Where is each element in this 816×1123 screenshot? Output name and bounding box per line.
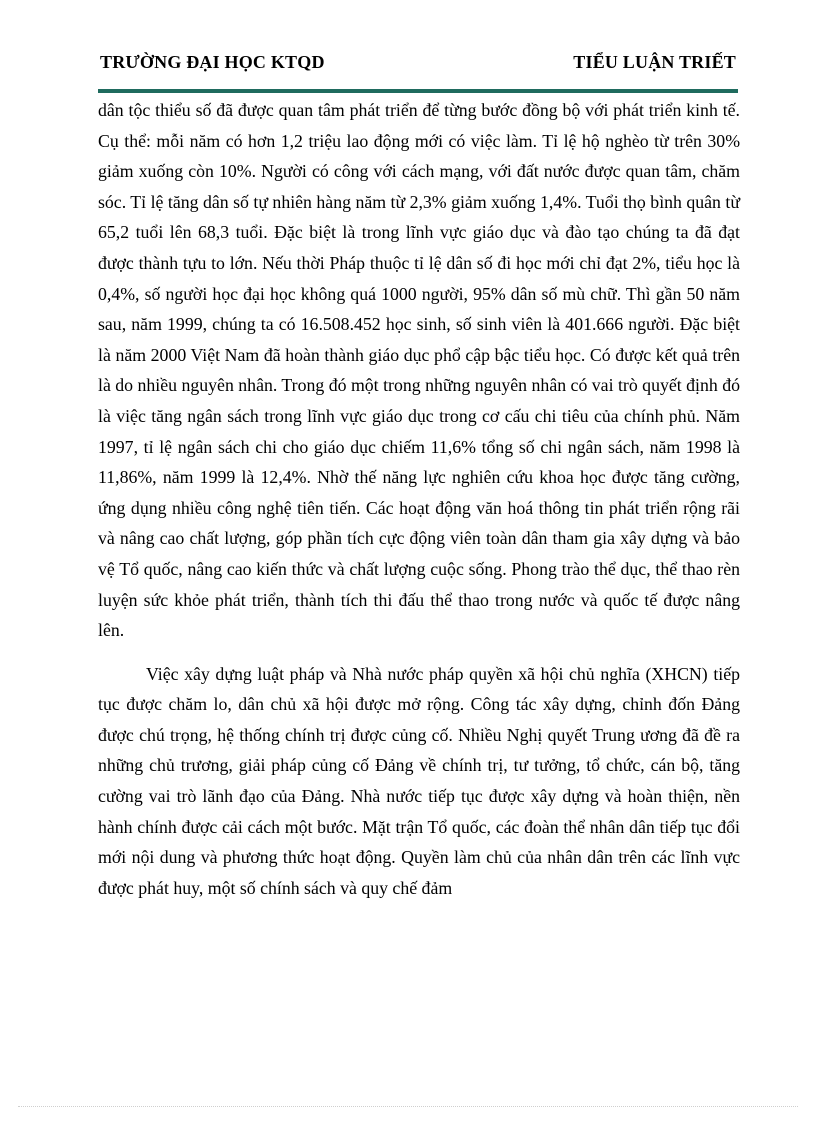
header-school-name: TRƯỜNG ĐẠI HỌC KTQD [100,52,325,72]
header-document-title: TIỂU LUẬN TRIẾT [573,52,736,72]
paragraph-2: Việc xây dựng luật pháp và Nhà nước pháp quyền xã hội chủ nghĩa (XHCN) tiếp tục được chăm lo, dân chủ xã hội được mở rộng. Công tác xây dựng, chỉnh đốn Đảng được chú trọng, hệ thống chính trị được củng cố. Nhiều Nghị quyết Trung ương đã đề ra những chủ trương, giải pháp củng cố Đảng về chính trị, tư tưởng, tổ chức, cán bộ, tăng cường vai trò lãnh đạo của Đảng. Nhà nước tiếp tục được xây dựng và hoàn thiện, nền hành chính được cải cách một bước. Mặt trận Tổ quốc, các đoàn thể nhân dân tiếp tục đổi mới nội dung và phương thức hoạt động. Quyền làm chủ của nhân dân trên các lĩnh vực được phát huy, một số chính sách và quy chế đảm [98,663,740,898]
paragraph-1: dân tộc thiểu số đã được quan tâm phát triển để từng bước đồng bộ với phát triển kinh tế. Cụ thể: mỗi năm có hơn 1,2 triệu lao động mới có việc làm. Tỉ lệ hộ nghèo từ trên 30% giảm xuống còn 10%. Người có công với cách mạng, với đất nước được quan tâm, chăm sóc. Tỉ lệ tăng dân số tự nhiên hàng năm từ 2,3% giảm xuống 1,4%. Tuổi thọ bình quân từ 65,2 tuổi lên 68,3 tuổi. Đặc biệt là trong lĩnh vực giáo dục và đào tạo chúng ta đã đạt được thành tựu to lớn. Nếu thời Pháp thuộc tỉ lệ dân số đi học mới chỉ đạt 2%, tiểu học là 0,4%, số người học đại học không quá 1000 người, 95% dân số mù chữ. Thì gần 50 năm sau, năm 1999, chúng ta có 16.508.452 học sinh, số sinh viên là 401.666 người. Đặc biệt là năm 2000 Việt Nam đã hoàn thành giáo dục phổ cập bậc tiểu học. Có được kết quả trên là do nhiều nguyên nhân. Trong đó một trong những nguyên nhân có vai trò quyết định đó là việc tăng ngân sách trong lĩnh vực giáo dục trong cơ cấu chi tiêu của chính phủ. Năm 1997, tỉ lệ ngân sách chi cho giáo dục chiếm 11,6% tổng số chi ngân sách, năm 1998 là 11,86%, năm 1999 là 12,4%. Nhờ thế năng lực nghiên cứu khoa học được tăng cường, ứng dụng nhiều công nghệ tiên tiến. Các hoạt động văn hoá thông tin phát triển rộng rãi và nâng cao chất lượng, góp phần tích cực động viên toàn dân tham gia xây dựng và bảo vệ Tổ quốc, nâng cao kiến thức và chất lượng cuộc sống. Phong trào thể dục, thể thao rèn luyện sức khỏe phát triển, thành tích thi đấu thể thao trong nước và quốc tế được nâng lên. [98,100,740,641]
page-header [98,50,738,80]
header-divider [98,89,738,93]
footer-dotted-line [18,1106,798,1107]
body-text [98,95,740,903]
